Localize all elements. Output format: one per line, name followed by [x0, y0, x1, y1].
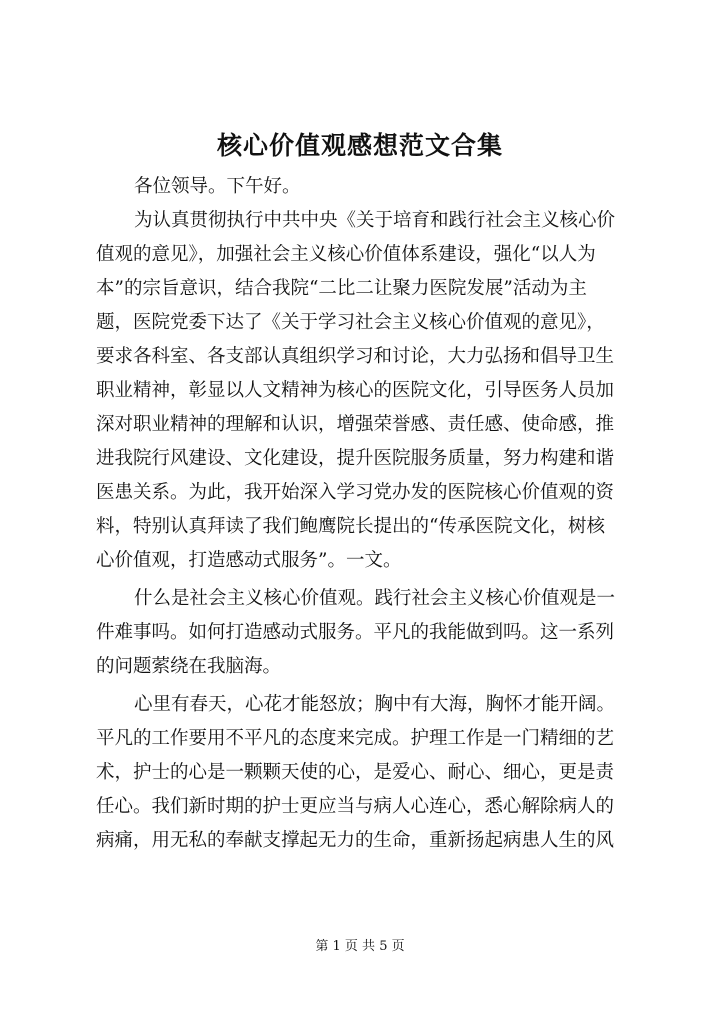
paragraph-line: 医患关系。为此，我开始深入学习党办发的医院核心价值观的资 [96, 482, 615, 503]
paragraph-line: 病痛，用无私的奉献支撑起无力的生命，重新扬起病患人生的风 [96, 830, 615, 851]
paragraph-line: 术，护士的心是一颗颗天使的心，是爱心、耐心、细心，更是责 [96, 762, 615, 783]
document-body [96, 170, 646, 858]
paragraph-line: 为认真贯彻执行中共中央《关于培育和践行社会主义核心价 [134, 210, 616, 231]
page-footer: 第 1 页 共 5 页 [315, 939, 405, 954]
paragraph-line: 什么是社会主义核心价值观。践行社会主义核心价值观是一 [134, 588, 616, 609]
paragraph-greeting [96, 170, 646, 204]
paragraph-line: 各位领导。下午好。 [134, 176, 301, 197]
paragraph-line: 的问题萦绕在我脑海。 [96, 656, 282, 677]
paragraph-line: 任心。我们新时期的护士更应当与病人心连心，悉心解除病人的 [96, 796, 615, 817]
paragraph-line: 心价值观，打造感动式服务”。一文。 [96, 550, 402, 571]
paragraph-line: 心里有春天，心花才能怒放；胸中有大海，胸怀才能开阔。 [134, 694, 616, 715]
paragraph-line: 题，医院党委下达了《关于学习社会主义核心价值观的意见》， [96, 312, 605, 333]
paragraph-line: 件难事吗。如何打造感动式服务。平凡的我能做到吗。这一系列 [96, 622, 615, 643]
paragraph-line: 料，特别认真拜读了我们鲍鹰院长提出的“传承医院文化，树核 [96, 516, 605, 537]
document-title: 核心价值观感想范文合集 [216, 131, 503, 160]
paragraph-line: 深对职业精神的理解和认识，增强荣誉感、责任感、使命感，推 [96, 414, 615, 435]
paragraph-intro [96, 204, 646, 578]
paragraph-line: 值观的意见》，加强社会主义核心价值体系建设，强化“以人为 [96, 244, 596, 265]
paragraph-line: 职业精神，彰显以人文精神为核心的医院文化，引导医务人员加 [96, 380, 615, 401]
paragraph-line: 进我院行风建设、文化建设，提升医院服务质量，努力构建和谐 [96, 448, 615, 469]
paragraph-questions [96, 582, 646, 684]
paragraph-line: 平凡的工作要用不平凡的态度来完成。护理工作是一门精细的艺 [96, 728, 615, 749]
paragraph-line: 要求各科室、各支部认真组织学习和讨论，大力弘扬和倡导卫生 [96, 346, 615, 367]
paragraph-line: 本”的宗旨意识，结合我院“二比二让聚力医院发展”活动为主 [96, 278, 587, 299]
paragraph-nursing [96, 688, 646, 858]
